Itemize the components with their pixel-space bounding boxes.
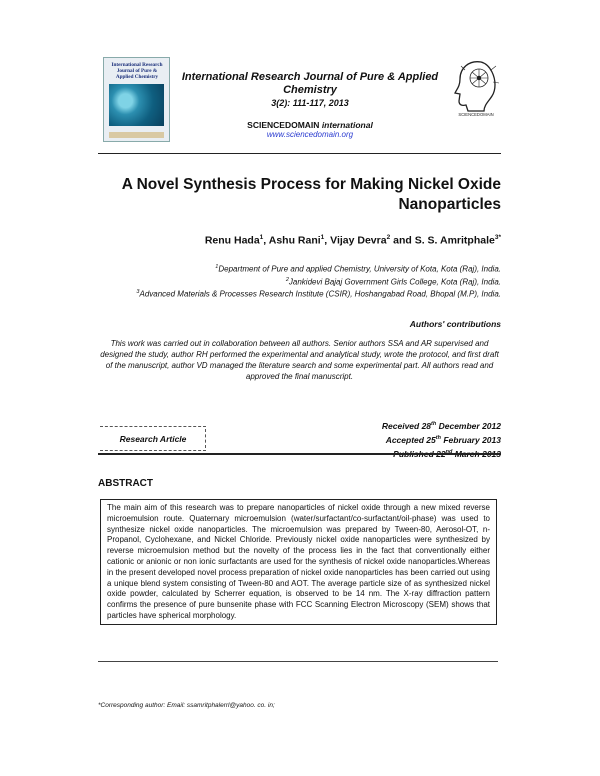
author-separator: , <box>324 234 331 247</box>
publisher-name <box>175 120 445 130</box>
journal-volume: 3(2): 111-117, 2013 <box>271 98 349 108</box>
author-sup: 1 <box>259 234 264 241</box>
cover-footer-band <box>109 132 164 138</box>
accepted-suffix: February 2013 <box>440 434 501 445</box>
author-name: Ashu Rani <box>268 234 321 247</box>
author-sup: 1 <box>320 234 325 241</box>
affiliation-item <box>98 262 501 275</box>
logo-caption: SCIENCEDOMAIN <box>458 112 494 117</box>
received-date <box>300 418 501 432</box>
journal-name: International Research Journal of Pure & Applied Chemistry <box>181 71 439 96</box>
header-rule <box>98 153 501 154</box>
affiliation-item <box>98 287 501 300</box>
contributions-heading: Authors' contributions <box>409 319 501 329</box>
accepted-date <box>300 432 501 446</box>
paper-title: A Novel Synthesis Process for Making Nickel Oxide Nanoparticles <box>121 176 501 213</box>
publisher-suffix: international <box>321 120 373 130</box>
author-separator: , <box>263 234 269 247</box>
publisher-main: SCIENCEDOMAIN <box>247 120 320 130</box>
author-sup: 2 <box>386 234 391 241</box>
affiliation-item <box>98 275 501 288</box>
affiliations <box>98 262 501 300</box>
published-prefix: Published 22 <box>393 448 446 459</box>
received-sup: th <box>431 421 437 427</box>
author-sup: 3* <box>494 234 501 241</box>
affiliation-text: Department of Pure and applied Chemistry, University of Kota, Kota (Raj), India. <box>218 264 501 274</box>
corresponding-author-footnote: *Corresponding author: Email: ssamritphalerrl@yahoo. co. in; <box>98 702 275 709</box>
contributions-text: This work was carried out in collaboration between all authors. Senior authors SSA and AR supervised and designed the study, author RH performed the experimental and analytical study, wrote the protocol, and first draft of the manuscript, author VD managed the literature search and some experimental part. All authors read and approved the final manuscript. <box>100 339 499 381</box>
abstract-heading: ABSTRACT <box>98 478 153 489</box>
published-suffix: March 2013 <box>452 448 501 459</box>
author-and: and <box>390 234 415 247</box>
publisher-website-link[interactable]: www.sciencedomain.org <box>266 130 354 139</box>
article-type-box <box>100 426 206 451</box>
accepted-sup: th <box>435 434 441 441</box>
affiliation-sup: 2 <box>285 276 289 283</box>
journal-cover-image <box>103 57 170 142</box>
footnote-rule <box>98 661 498 662</box>
received-prefix: Received 28 <box>381 420 432 431</box>
received-suffix: December 2012 <box>436 420 501 431</box>
author-name: S. S. Amritphale <box>414 234 495 247</box>
author-name: Vijay Devra <box>330 234 387 247</box>
published-sup: nd <box>445 448 453 455</box>
accepted-prefix: Accepted 25 <box>385 434 436 445</box>
affiliation-text: Advanced Materials & Processes Research Institute (CSIR), Hoshangabad Road, Bhopal (M.P), India. <box>139 289 501 299</box>
affiliation-sup: 1 <box>215 264 219 270</box>
author-list <box>98 234 501 247</box>
cover-title: International Research Journal of Pure & Applied Chemistry <box>111 62 163 80</box>
author-name: Renu Hada <box>204 234 260 247</box>
section-rule <box>98 453 501 455</box>
abstract-text: The main aim of this research was to prepare nanoparticles of nickel oxide through a new mixed reverse microemulsion route. Quaternary microemulsion (water/surfactant/co-surfactant/oil-phase) was used to synthesize nickel oxide nanoparticles. The microemulsion was prepared by Tween-80, Aerosol-OT, n-Propanol, Cyclohexane, and Nickel Chloride. Previously nickel oxide nanoparticles were synthesized by reverse microemulsion method but the novelty of the process lies in the fact that conventionally either cationic or anionic or non ionic surfactants are used for the synthesis of nickel oxide nanoparticles.Whereas in the present developed novel process preparation of nickel oxide nanoparticles has been carried out using a unique blend system consisting of Tween-80 and AOT. The average particle size of as synthesized nickel oxide powder, calculated by Scherrer equation, is observed to be 14 nm. The X-ray diffraction pattern confirms the presence of pure bunsenite phase with FCC Scanning Electron Microscopy (SEM) shows that particles have spherical morphology. <box>100 499 497 625</box>
affiliation-text: Jankidevi Bajaj Government Girls College, Kota (Raj), India. <box>288 277 501 287</box>
affiliation-sup: 3 <box>136 289 140 296</box>
cover-micrograph <box>109 84 164 126</box>
sciencedomain-logo <box>451 56 501 118</box>
article-type: Research Article <box>119 433 187 444</box>
